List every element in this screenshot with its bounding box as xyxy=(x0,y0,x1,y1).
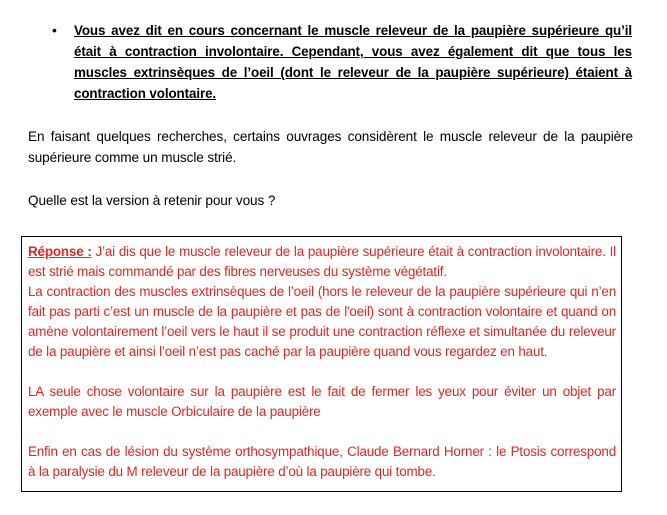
answer-intro-text: J’ai dis que le muscle releveur de la paupière supérieure était à contraction involontaire. Il est strié mais commandé par des fibres nerveuses du système végétatif. xyxy=(28,244,617,279)
question-bullet xyxy=(52,20,632,104)
answer-contraction-paragraph: La contraction des muscles extrinsèques de l’oeil (hors le releveur de la paupière supérieure qui n’en fait pas parti c’est un muscle de la paupière et pas de l'oeil) sont à contraction volontaire et quand on amène volontairement l’oeil vers le haut il se produit une contraction réflexe et simultanée du releveur de la paupière et ainsi l’oeil n’est pas caché par la paupière quand vous regardez en haut. xyxy=(28,284,616,359)
answer-label: Réponse : xyxy=(28,244,92,259)
question-bullet-text: Vous avez dit en cours concernant le muscle releveur de la paupière supérieure qu’il était à contraction involontaire. Cependant, vous avez également dit que tous les muscles extrinsèques de l’oeil (dont le releveur de la paupière supérieure) étaient à contraction volontaire. xyxy=(74,23,632,101)
research-paragraph: En faisant quelques recherches, certains ouvrages considèrent le muscle releveur de la paupière supérieure comme un muscle strié. xyxy=(28,129,633,165)
answer-voluntary-paragraph: LA seule chose volontaire sur la paupière est le fait de fermer les yeux pour éviter un objet par exemple avec le muscle Orbiculaire de la paupière xyxy=(28,384,616,419)
answer-intro-paragraph xyxy=(28,242,616,282)
answer-lesion-paragraph: Enfin en cas de lésion du système orthosympathique, Claude Bernard Horner : le Ptosis correspond à la paralysie du M releveur de la paupière d’où la paupière qui tombe. xyxy=(28,444,616,479)
answer-box xyxy=(21,236,622,492)
bullet-icon: • xyxy=(52,22,57,38)
question-paragraph: Quelle est la version à retenir pour vous ? xyxy=(28,193,276,208)
